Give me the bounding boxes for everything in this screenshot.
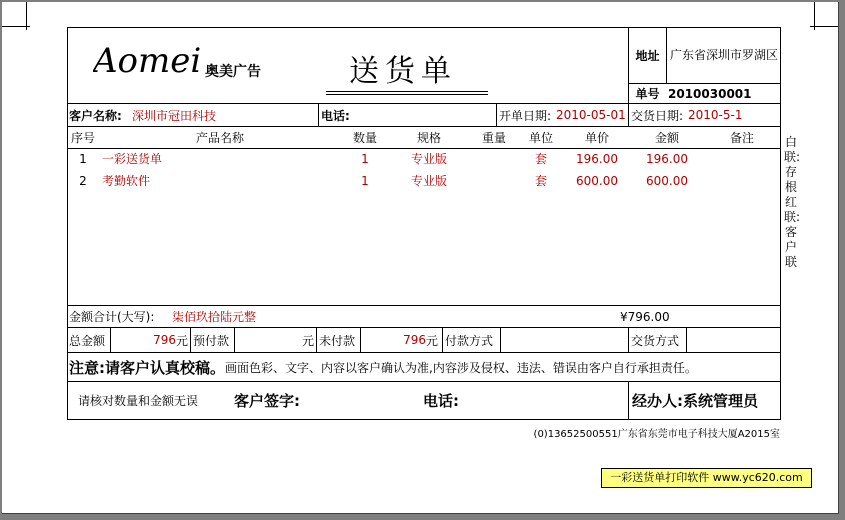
handler: 经办人:系统管理员 — [628, 382, 780, 419]
company-logo — [93, 36, 273, 84]
yuan-unit: 元 — [176, 333, 189, 348]
item-name: 一彩送货单 — [102, 152, 163, 166]
item-name: 考勤软件 — [102, 174, 151, 188]
total-words-label: 金额合计(大写): — [69, 310, 155, 324]
page-title: 送货单 — [349, 54, 457, 89]
column-header: 单位 — [528, 131, 553, 145]
table-row — [68, 171, 780, 191]
software-banner[interactable]: 一彩送货单打印软件 www.yc620.com — [601, 468, 812, 488]
signature-phone-label: 电话: — [423, 392, 459, 410]
item-price: 600.00 — [576, 174, 618, 188]
order-no-label: 单号 — [628, 84, 666, 103]
table-header — [68, 127, 780, 149]
notice-text: 画面色彩、文字、内容以客户确认为准,内容涉及侵权、违法、错误由客户自行承担责任。 — [225, 360, 697, 375]
customer-signature-label: 客户签字: — [234, 392, 300, 410]
delivery-method-value — [686, 328, 780, 352]
item-spec: 专业版 — [410, 152, 447, 166]
column-header: 重量 — [481, 131, 506, 145]
payment-method-value — [500, 328, 628, 352]
column-header: 产品名称 — [195, 131, 244, 145]
address-value: 广东省深圳市罗湖区 — [666, 28, 780, 84]
item-no: 2 — [79, 174, 87, 188]
header-row — [68, 28, 780, 103]
copy-distribution-note: 白联:存根 红联:客户联 — [784, 135, 801, 269]
svg-text:Aomei: Aomei — [93, 41, 202, 81]
delivery-date-value: 2010-5-1 — [688, 108, 743, 122]
summary-row — [68, 328, 780, 353]
address-label: 地址 — [628, 28, 666, 84]
item-unit: 套 — [534, 174, 547, 188]
column-header: 金额 — [654, 131, 679, 145]
notice-row — [68, 353, 780, 382]
unpaid-label: 未付款 — [316, 328, 360, 352]
total-amount-label: 总金额 — [69, 333, 106, 348]
table-row — [68, 149, 780, 169]
open-date-value: 2010-05-01 — [556, 108, 626, 122]
customer-value: 深圳市冠田科技 — [132, 108, 217, 123]
item-qty: 1 — [361, 152, 369, 166]
delivery-date-label: 交货日期: — [628, 104, 688, 126]
column-header: 备注 — [729, 131, 754, 145]
customer-row — [68, 103, 780, 127]
crop-mark — [814, 2, 815, 30]
yuan-unit: 元 — [302, 333, 315, 348]
total-words-row — [68, 306, 780, 328]
total-amount-value: 796 — [110, 328, 176, 352]
items-area — [68, 149, 780, 306]
crop-mark — [26, 2, 27, 30]
item-price: 196.00 — [576, 152, 618, 166]
prepaid-label: 预付款 — [190, 328, 234, 352]
delivery-method-label: 交货方式 — [628, 328, 686, 352]
open-date-label: 开单日期: — [496, 104, 556, 126]
order-no-value: 2010030001 — [668, 86, 752, 101]
column-header: 序号 — [70, 131, 95, 145]
customer-label: 客户名称: — [69, 108, 122, 123]
prepaid-value — [234, 328, 302, 352]
item-unit: 套 — [534, 152, 547, 166]
item-spec: 专业版 — [410, 174, 447, 188]
unpaid-value: 796 — [360, 328, 426, 352]
yuan-unit: 元 — [426, 333, 439, 348]
total-words-value: 柒佰玖拾陆元整 — [172, 310, 257, 324]
notice-emphasis: 注意:请客户认真校稿。 — [69, 358, 225, 377]
svg-text:奥美广告: 奥美广告 — [205, 64, 261, 80]
item-no: 1 — [79, 152, 87, 166]
phone-label: 电话: — [318, 104, 496, 126]
title-underline — [326, 91, 488, 95]
item-amount: 600.00 — [646, 174, 688, 188]
check-note: 请核对数量和金额无误 — [78, 394, 199, 408]
column-header: 规格 — [416, 131, 441, 145]
total-numeric: ¥796.00 — [620, 309, 670, 324]
contact-info: (0)13652500551广东省东莞市电子科技大厦A2015室 — [533, 429, 780, 440]
signature-row — [68, 382, 780, 419]
column-header: 单价 — [584, 131, 609, 145]
column-header: 数量 — [352, 131, 377, 145]
item-amount: 196.00 — [646, 152, 688, 166]
payment-method-label: 付款方式 — [442, 328, 500, 352]
notice — [68, 353, 780, 381]
item-qty: 1 — [361, 174, 369, 188]
delivery-note-form — [67, 27, 781, 420]
